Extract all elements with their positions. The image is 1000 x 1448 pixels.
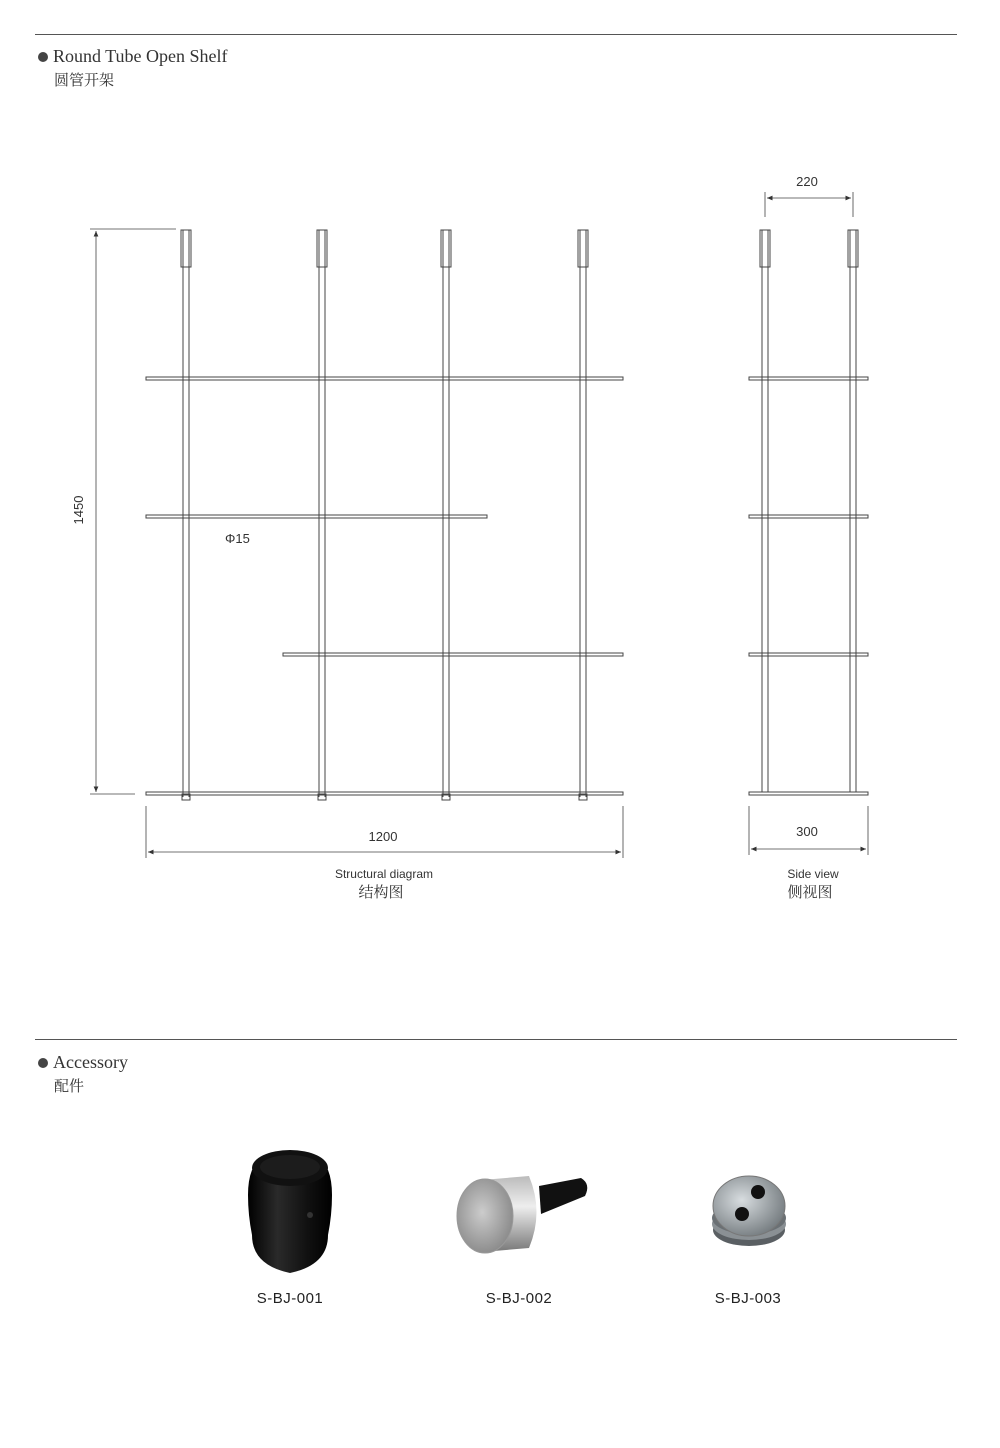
side-top-dimension: [765, 192, 853, 217]
side-view: [749, 192, 868, 855]
section-title-en: Round Tube Open Shelf: [53, 46, 228, 66]
front-shelf: [283, 653, 623, 656]
tube-diameter-label: Φ15: [225, 531, 250, 546]
accessory-code: S-BJ-003: [714, 1290, 782, 1307]
front-shelf: [146, 377, 623, 380]
side-post: [848, 230, 858, 792]
front-view: [90, 229, 623, 858]
side-shelf: [749, 792, 868, 795]
side-bottom-label: 300: [796, 824, 818, 839]
side-top-label: 220: [796, 174, 818, 189]
black-end-cap-icon: [190, 1140, 390, 1285]
front-shelf: [146, 515, 487, 518]
threaded-insert-icon: [648, 1140, 848, 1285]
accessory-item: [648, 1140, 848, 1307]
height-dimension: [90, 229, 176, 794]
bullet-icon: [38, 1058, 48, 1068]
section-title-cn: 圆管开架: [54, 72, 115, 89]
steel-connector-pin-icon: [419, 1140, 619, 1285]
accessory-code: S-BJ-002: [485, 1290, 553, 1307]
section-header-accessory: [38, 1052, 128, 1096]
accessory-item: [419, 1140, 619, 1307]
section-title-en: Accessory: [53, 1052, 128, 1072]
side-caption-en: Side view: [787, 867, 839, 881]
front-shelf: [146, 792, 623, 795]
accessory-divider: [35, 1039, 957, 1040]
side-caption-cn: 侧视图: [787, 884, 833, 901]
accessory-item: [190, 1140, 390, 1307]
accessory-code: S-BJ-001: [256, 1290, 324, 1307]
front-post: [578, 230, 588, 800]
front-caption-cn: 结构图: [358, 884, 404, 901]
height-label: 1450: [71, 495, 86, 525]
front-caption-en: Structural diagram: [334, 867, 434, 881]
section-title-cn: 配件: [54, 1078, 85, 1095]
side-post: [760, 230, 770, 792]
width-label: 1200: [368, 829, 398, 844]
